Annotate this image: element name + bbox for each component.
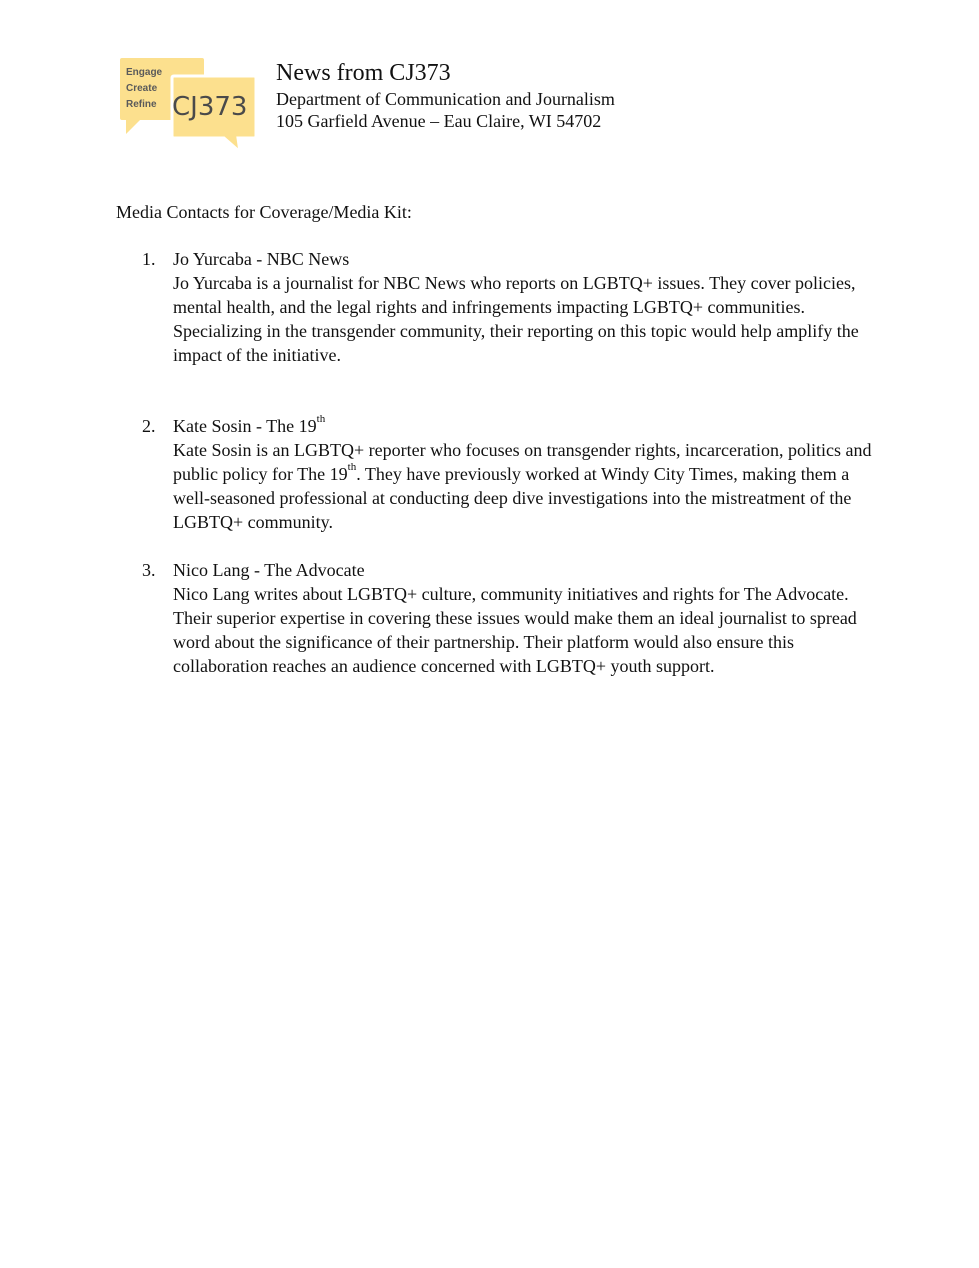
contact-description: [173, 438, 876, 534]
section-heading: Media Contacts for Coverage/Media Kit:: [116, 202, 412, 222]
list-number: 2.: [142, 416, 156, 436]
page-title: News from CJ373: [276, 60, 451, 86]
logo-word-create: Create: [126, 83, 158, 94]
contact-description-part: Kate Sosin is an LGBTQ+ reporter who focuses on transgender rights, incarceration, politics and public policy for The 19: [173, 440, 872, 484]
contacts-list: [116, 247, 876, 678]
speech-bubbles-icon: [116, 54, 261, 154]
ordinal-suffix: th: [316, 413, 326, 425]
contact-description: Nico Lang writes about LGBTQ+ culture, community initiatives and rights for The Advocate. Their superior expertise in covering these issues would make them an ideal journalist to spread word about the significance of their partnership. Their platform would also ensure this collaboration reaches an audience concerned with LGBTQ+ youth support.: [173, 584, 857, 676]
logo-word-refine: Refine: [126, 99, 157, 110]
list-item: [116, 414, 876, 534]
department-address: 105 Garfield Avenue – Eau Claire, WI 54702: [276, 111, 602, 131]
list-item: [116, 247, 876, 367]
contact-heading: Jo Yurcaba - NBC News: [173, 249, 350, 269]
logo-word-engage: Engage: [126, 67, 163, 78]
list-number: 1.: [142, 249, 156, 269]
contact-description: Jo Yurcaba is a journalist for NBC News who reports on LGBTQ+ issues. They cover policies, mental health, and the legal rights and infringements impacting LGBTQ+ communities. Specializing in the transgender community, their reporting on this topic would help amplify the impact of the initiative.: [173, 273, 859, 365]
contact-heading-text: Kate Sosin - The 19: [173, 416, 317, 436]
cj373-logo: [116, 54, 261, 154]
contact-description-part: . They have previously worked at Windy City Times, making them a well-seasoned professional at conducting deep dive investigations into the mistreatment of the LGBTQ+ community.: [173, 464, 852, 532]
contact-heading: Nico Lang - The Advocate: [173, 560, 365, 580]
masthead: [276, 58, 615, 132]
department-name: Department of Communication and Journalism: [276, 89, 615, 109]
ordinal-suffix: th: [347, 461, 357, 473]
logo-mark-cj373: CJ373: [172, 92, 248, 122]
list-item: [116, 558, 876, 678]
list-number: 3.: [142, 560, 156, 580]
contact-heading: [173, 414, 876, 438]
